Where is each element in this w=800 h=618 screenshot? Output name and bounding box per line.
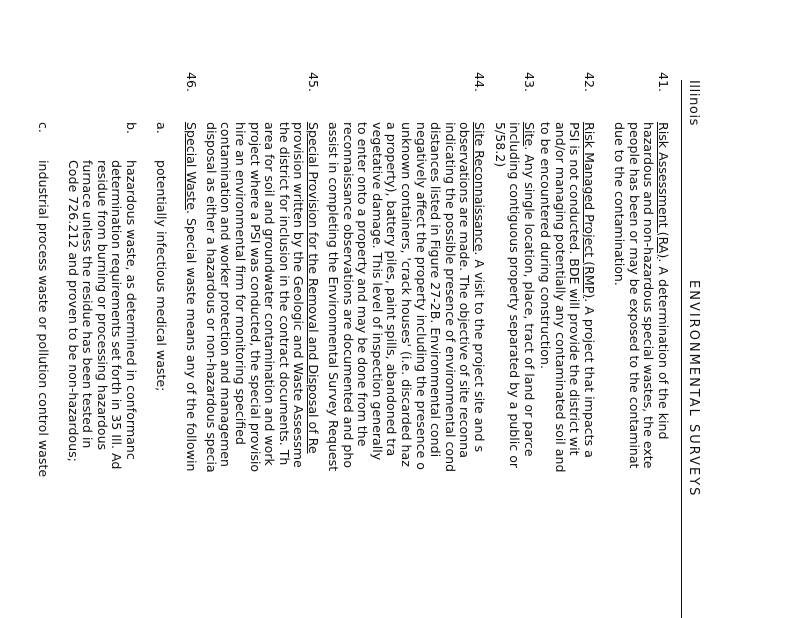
definition-text [183, 122, 198, 618]
text-line: furnace unless the residue has been tested in [80, 160, 96, 449]
header-state: Illinois [686, 80, 701, 127]
defined-term: Risk Assessment (RA) [656, 122, 671, 259]
text-line: hazardous and non-hazardous special wastes, the exte [641, 122, 657, 469]
subitem-text [153, 160, 168, 618]
text-line: 5/58.2) [492, 122, 508, 168]
text-line: potentially infectious medical waste; [154, 160, 169, 392]
header-section-title: ENVIRONMENTAL SURVEYS [686, 280, 701, 498]
item-number: 46. [184, 72, 199, 93]
item-number: 41. [656, 72, 671, 93]
text-line: determination requirements set forth in 35 Ill. Ad [109, 160, 125, 470]
text-line: observations are made. The objective of site reconna [457, 122, 473, 458]
text-line: hire an environmental firm for monitoring specified [233, 122, 249, 445]
text-line: negatively affect the property including the presence o [413, 122, 429, 470]
text-line: to be encountered during construction. [538, 122, 554, 369]
text-line: contamination and worker protection and managemen [218, 122, 234, 467]
text-line: vegetative damage. This level of inspection generally [369, 122, 385, 461]
subitem-letter: b. [124, 122, 139, 134]
text-line: indicating the possible presence of environmental cond [442, 122, 458, 473]
item-number: 43. [522, 72, 537, 93]
subitem-letter: c. [36, 122, 51, 133]
text-line: distances listed in Figure 27-2B. Environmental condi [428, 122, 444, 458]
text-line: and/or managing potentially any contaminated soil and [552, 122, 568, 473]
text-line: assist in completing the Environmental Survey Request [326, 122, 342, 472]
rotated-document [36, 72, 701, 618]
definition-text [203, 122, 320, 618]
text-line: Special Waste. Special waste means any of the followin [184, 122, 199, 472]
text-line: people has been or may be exposed to the contaminat [626, 122, 642, 469]
text-line: reconnaissance observations are documented and pho [340, 122, 356, 469]
subitem-text [65, 160, 139, 618]
definition-text [325, 122, 486, 618]
text-line: Site Reconnaissance. A visit to the project site and s [472, 122, 487, 453]
text-line: provision written by the Geologic and Waste Assessme [291, 122, 307, 468]
text-line: Code 726.212 and proven to be non-hazardous; [65, 160, 81, 462]
definition-text [492, 122, 536, 618]
text-line: Site. Any single location, place, tract of land or parce [522, 122, 537, 457]
text-line: due to the contamination. [612, 122, 628, 286]
text-line: including contiguous property separated by a public or [507, 122, 523, 469]
text-line: Risk Managed Project (RMP). A project that impacts a [582, 122, 597, 458]
defined-term: Site Reconnaissance [472, 122, 487, 252]
text-line: residue from burning or processing hazardous [94, 160, 110, 451]
text-line: industrial process waste or pollution control waste [36, 160, 51, 478]
definition-text [612, 122, 670, 618]
text-line: to enter onto a property and may be done from the [355, 122, 371, 447]
text-line: Risk Assessment (RA). A determination of the kind [656, 122, 671, 440]
text-line: project where a PSI was conducted, the special provisio [247, 122, 263, 473]
item-number: 44. [472, 72, 487, 93]
text-line [305, 122, 320, 618]
subitem-text [35, 160, 50, 618]
item-number: 45. [306, 72, 321, 93]
text-line: disposal as either a hazardous or non-hazardous specia [203, 122, 219, 473]
text-line: area for soil and groundwater contamination and work [262, 122, 278, 466]
text-line: the district for inclusion in the contract documents. Th [276, 122, 292, 466]
page-header [681, 80, 700, 618]
defined-term: Risk Managed Project (RMP) [582, 122, 597, 299]
defined-term: Special Waste [184, 122, 199, 210]
text-line: a property), battery piles, paint spills, abandoned tra [384, 122, 400, 457]
text-line: unknown containers, 'crack houses' (i.e. discarded haz [399, 122, 415, 467]
text-line: PSI is not conducted. BDE will provide the district wit [567, 122, 583, 456]
definition-text [538, 122, 596, 618]
item-number: 42. [582, 72, 597, 93]
defined-term: Site [522, 122, 537, 147]
subitem-letter: a. [154, 122, 169, 134]
defined-term: Special Provision for the Removal and Disposal of Re [306, 122, 321, 454]
text-line: hazardous waste, as determined in conformanc [124, 160, 139, 460]
